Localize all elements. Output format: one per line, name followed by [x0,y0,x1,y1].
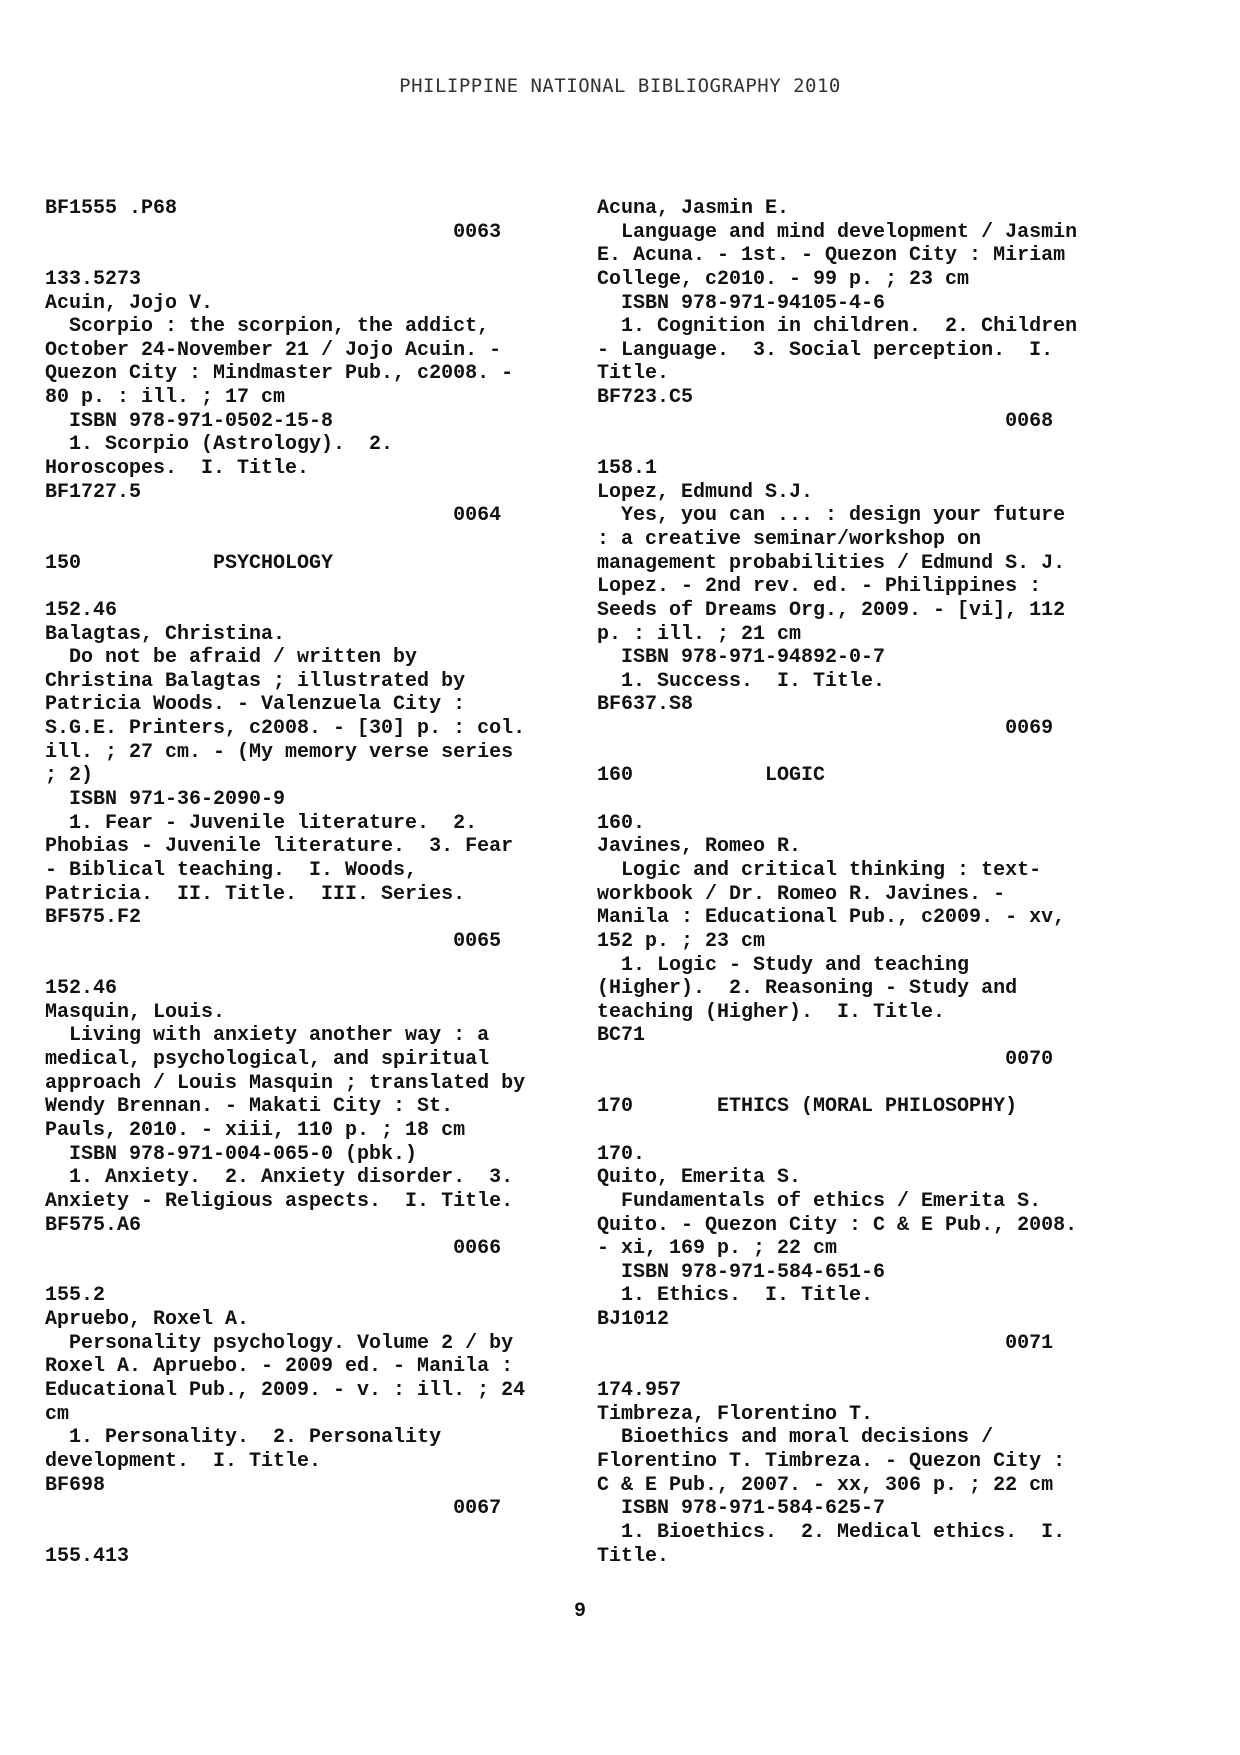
text-line: Apruebo, Roxel A. [45,1308,250,1332]
text-line [597,788,1117,812]
text-line: BF723.C5 [597,386,694,410]
text-line: S.G.E. Printers, c2008. - [30] p. : col. [45,717,526,741]
text-line: BF637.S8 [597,693,694,717]
text-line: Timbreza, Florentino T. [597,1402,874,1426]
text-line: Bioethics and moral decisions / [597,1426,994,1450]
text-line: BJ1012 [597,1308,670,1332]
text-line: Manila : Educational Pub., c2009. - xv, [597,906,1066,930]
text-line [597,433,1117,457]
text-line: 0067 [45,1497,502,1521]
text-line: - xi, 169 p. ; 22 cm [597,1237,838,1261]
text-line: 1. Success. I. Title. [597,669,886,693]
text-line: BC71 [597,1024,646,1048]
text-line: 170. [597,1142,646,1166]
text-line: ISBN 978-971-94892-0-7 [597,646,886,670]
right-column [597,197,1117,1568]
text-line: Roxel A. Apruebo. - 2009 ed. - Manila : [45,1355,514,1379]
text-line: BF1727.5 [45,480,142,504]
text-line: Horoscopes. I. Title. [45,457,310,481]
text-line [45,575,565,599]
text-line: workbook / Dr. Romeo R. Javines. - [597,882,1006,906]
text-line: Patricia Woods. - Valenzuela City : [45,693,466,717]
text-line: Anxiety - Religious aspects. I. Title. [45,1189,514,1213]
text-line: development. I. Title. [45,1449,322,1473]
text-line [597,741,1117,765]
text-line: Quito, Emerita S. [597,1166,802,1190]
text-line: management probabilities / Edmund S. J. [597,551,1066,575]
text-line: (Higher). 2. Reasoning - Study and [597,977,1018,1001]
text-line: Language and mind development / Jasmin [597,220,1078,244]
text-line: teaching (Higher). I. Title. [597,1000,946,1024]
text-line: 160 LOGIC [597,764,826,788]
text-line: ISBN 978-971-584-625-7 [597,1497,886,1521]
text-line: Masquin, Louis. [45,1000,226,1024]
text-line: 150 PSYCHOLOGY [45,551,334,575]
text-line: Wendy Brennan. - Makati City : St. [45,1095,454,1119]
text-line: 0070 [597,1048,1054,1072]
text-line: ISBN 978-971-584-651-6 [597,1260,886,1284]
text-line: ISBN 971-36-2090-9 [45,788,286,812]
text-line: ISBN 978-971-94105-4-6 [597,291,886,315]
text-line: Personality psychology. Volume 2 / by [45,1331,514,1355]
text-line: 152.46 [45,598,118,622]
text-line: 152 p. ; 23 cm [597,929,766,953]
text-line [45,1261,565,1285]
text-line: Acuin, Jojo V. [45,291,214,315]
text-line: E. Acuna. - 1st. - Quezon City : Miriam [597,244,1066,268]
text-line: Title. [597,1544,670,1568]
text-line: 1. Anxiety. 2. Anxiety disorder. 3. [45,1166,514,1190]
text-line: 1. Ethics. I. Title. [597,1284,874,1308]
text-line: 170 ETHICS (MORAL PHILOSOPHY) [597,1095,1018,1119]
text-line: 80 p. : ill. ; 17 cm [45,386,286,410]
text-line [45,528,565,552]
text-line [45,244,565,268]
text-line: 1. Personality. 2. Personality [45,1426,442,1450]
text-line: - Language. 3. Social perception. I. [597,338,1054,362]
text-line [597,1119,1117,1143]
text-line: ISBN 978-971-004-065-0 (pbk.) [45,1142,418,1166]
text-line: Patricia. II. Title. III. Series. [45,882,466,906]
text-line: 155.2 [45,1284,106,1308]
text-line: 0069 [597,717,1054,741]
text-line: ; 2) [45,764,94,788]
text-line: Christina Balagtas ; illustrated by [45,669,466,693]
text-line: 155.413 [45,1544,130,1568]
text-line: : a creative seminar/workshop on [597,527,982,551]
text-line: Javines, Romeo R. [597,835,802,859]
text-line: C & E Pub., 2007. - xx, 306 p. ; 22 cm [597,1473,1054,1497]
text-line [597,1355,1117,1379]
text-line [45,1521,565,1545]
page-header: PHILIPPINE NATIONAL BIBLIOGRAPHY 2010 [399,75,841,97]
text-line: BF575.A6 [45,1213,142,1237]
text-line: BF575.F2 [45,906,142,930]
text-line: Yes, you can ... : design your future [597,504,1066,528]
text-line: Phobias - Juvenile literature. 3. Fear [45,835,514,859]
text-line: Seeds of Dreams Org., 2009. - [vi], 112 [597,598,1066,622]
text-line: 0066 [45,1237,502,1261]
text-line: cm [45,1402,70,1426]
text-line: 160. [597,811,646,835]
text-line: 0068 [597,409,1054,433]
text-line: 158.1 [597,457,658,481]
text-line: Do not be afraid / written by [45,646,418,670]
text-line: medical, psychological, and spiritual [45,1048,490,1072]
text-line: 1. Logic - Study and teaching [597,953,970,977]
text-line: 174.957 [597,1379,682,1403]
text-line: ISBN 978-971-0502-15-8 [45,409,334,433]
text-line [597,1072,1117,1096]
text-line: Pauls, 2010. - xiii, 110 p. ; 18 cm [45,1118,466,1142]
text-line: Educational Pub., 2009. - v. : ill. ; 24 [45,1379,526,1403]
text-line: 0071 [597,1331,1054,1355]
text-line: Living with anxiety another way : a [45,1024,490,1048]
text-line: Fundamentals of ethics / Emerita S. [597,1189,1042,1213]
text-line: 1. Scorpio (Astrology). 2. [45,433,394,457]
text-line: Quito. - Quezon City : C & E Pub., 2008. [597,1213,1078,1237]
text-line: BF1555 .P68 [45,197,178,220]
text-line: ill. ; 27 cm. - (My memory verse series [45,740,514,764]
text-line [45,954,565,978]
text-line: p. : ill. ; 21 cm [597,622,802,646]
text-line: - Biblical teaching. I. Woods, [45,858,418,882]
text-line: 1. Bioethics. 2. Medical ethics. I. [597,1520,1066,1544]
text-line: Lopez. - 2nd rev. ed. - Philippines : [597,575,1042,599]
text-line: College, c2010. - 99 p. ; 23 cm [597,267,970,291]
text-line: October 24-November 21 / Jojo Acuin. - [45,338,502,362]
text-line: Balagtas, Christina. [45,622,286,646]
text-line: 133.5273 [45,267,142,291]
text-line: Lopez, Edmund S.J. [597,480,814,504]
text-line: Quezon City : Mindmaster Pub., c2008. - [45,362,514,386]
text-line: Acuna, Jasmin E. [597,197,790,220]
page-number: 9 [573,1600,586,1623]
text-line: 0064 [45,504,502,528]
text-line: Logic and critical thinking : text- [597,858,1042,882]
text-line: BF698 [45,1473,106,1497]
text-line: Scorpio : the scorpion, the addict, [45,315,490,339]
text-line: Florentino T. Timbreza. - Quezon City : [597,1449,1066,1473]
text-line: 0065 [45,929,502,953]
text-line: approach / Louis Masquin ; translated by [45,1071,526,1095]
left-column [45,197,565,1568]
text-line: 1. Fear - Juvenile literature. 2. [45,811,478,835]
text-line: 152.46 [45,977,118,1001]
text-line: 1. Cognition in children. 2. Children [597,315,1078,339]
text-line: Title. [597,362,670,386]
text-line: 0063 [45,220,502,244]
